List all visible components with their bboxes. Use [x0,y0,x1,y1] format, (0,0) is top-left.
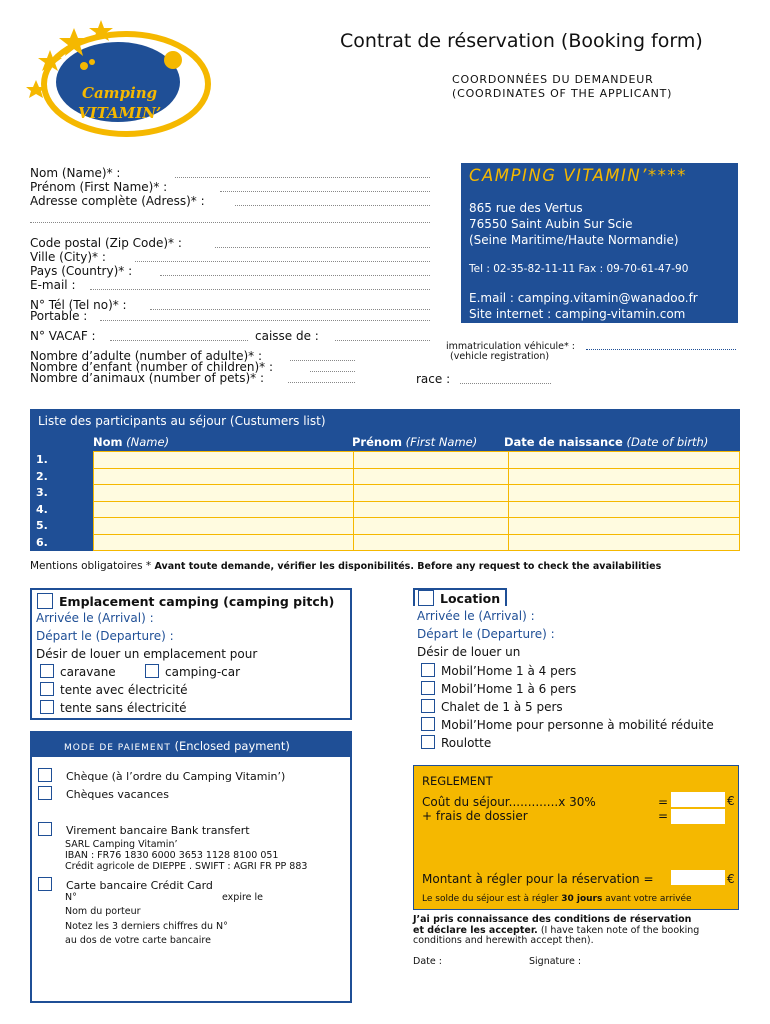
camping-info-box [461,163,738,323]
name-cell[interactable] [94,518,354,535]
col-firstname-fr: Prénom [352,435,402,449]
rental-departure[interactable]: Départ le (Departure) : [417,627,555,641]
col-name-fr: Nom [93,435,123,449]
address-line2[interactable] [30,212,430,225]
table-row [30,468,740,485]
pitch-desire: Désir de louer un emplacement pour [36,647,258,661]
row-number: 6. [36,535,48,549]
rental-option-checkbox[interactable] [421,699,435,713]
col-dob-en: (Date of birth) [626,435,709,449]
cost-euro: € [727,794,735,808]
dob-cell[interactable] [509,485,740,502]
signature-field[interactable]: Signature : [529,956,582,967]
vacances-label: Chèques vacances [66,788,169,801]
firstname-cell[interactable] [354,452,509,469]
camping-name: CAMPING VITAMIN’**** [469,166,687,185]
card-note-1: Notez les 3 derniers chiffres du N° [65,921,228,932]
rental-option[interactable] [421,734,714,752]
card-number[interactable]: N° [65,892,77,903]
col-header-dob [504,435,708,449]
vacaf-field[interactable] [30,330,248,343]
bank-details [65,839,307,872]
name-cell[interactable] [94,452,354,469]
camping-address [469,200,679,248]
dob-cell[interactable] [509,468,740,485]
pitch-title: Emplacement camping (camping pitch) [59,594,335,609]
camping-phone: Tel : 02-35-82-11-11 Fax : 09-70-61-47-90 [469,263,689,275]
rental-arrival[interactable]: Arrivée le (Arrival) : [417,609,535,623]
participants-section [30,409,740,551]
conditions-statement [413,915,699,947]
zip-field[interactable] [30,237,430,250]
payment-title-en: (Enclosed payment) [174,739,290,753]
row-number: 5. [36,519,48,533]
card-expiry[interactable]: expire le [222,892,264,903]
rental-checkbox[interactable] [418,590,434,606]
conditions-bold-1: J’ai pris connaissance des conditions de réservation [413,914,692,925]
row-number: 2. [36,469,48,483]
applicant-heading-en: (COORDINATES OF THE APPLICANT) [452,87,673,100]
city-label: Ville (City)* : [30,250,106,264]
name-cell[interactable] [94,501,354,518]
adults-label: Nombre d’adulte (number of adulte)* : [30,349,262,363]
col-header-name [93,435,169,449]
cost-input[interactable] [671,792,725,807]
camping-website[interactable]: Site internet : camping-vitamin.com [469,307,686,321]
rental-title-row[interactable] [418,590,500,606]
opt-caravane[interactable] [40,664,116,679]
col-firstname-en: (First Name) [405,435,478,449]
virement-checkbox[interactable] [38,822,52,836]
fees-label: + frais de dossier [422,809,528,823]
col-name-en: (Name) [126,435,170,449]
dob-cell[interactable] [509,518,740,535]
bank-swift: Crédit agricole de DIEPPE . SWIFT : AGRI FR PP 883 [65,861,308,872]
vacaf-label: N° VACAF : [30,329,96,343]
virement-label: Virement bancaire Bank transfert [66,824,250,837]
rental-option-label: Mobil’Home 1 à 6 pers [441,682,577,696]
rental-options [421,662,714,752]
cheque-label: Chèque (à l’ordre du Camping Vitamin’) [66,770,286,783]
country-label: Pays (Country)* : [30,264,133,278]
reglement-box [413,765,739,910]
tent-noelec-label: tente sans électricité [60,701,187,715]
pay-card[interactable] [38,877,213,892]
children-label: Nombre d’enfant (number of children)* : [30,360,274,374]
vehicle-label-en: (vehicle registration) [450,351,550,362]
firstname-cell[interactable] [354,468,509,485]
payment-box [30,731,352,1003]
dob-cell[interactable] [509,534,740,551]
cost-eq: = [658,795,669,809]
pay-virement[interactable] [38,822,250,837]
rental-option-label: Roulotte [441,736,492,750]
race-label: race : [416,372,451,386]
mentions-warning: Avant toute demande, vérifier les disponibilités. Before any request to check the availabilities [154,561,662,572]
card-label: Carte bancaire Crédit Card [66,879,213,892]
address-city: 76550 Saint Aubin Sur Scie [469,217,633,231]
applicant-heading-fr: COORDONNÉES DU DEMANDEUR [452,73,654,86]
rental-desire: Désir de louer un [417,645,521,659]
pitch-arrival[interactable]: Arrivée le (Arrival) : [36,611,154,625]
col-header-firstname [352,435,477,449]
firstname-cell[interactable] [354,534,509,551]
reglement-title: REGLEMENT [422,774,493,788]
applicant-heading [452,73,672,101]
firstname-cell[interactable] [354,501,509,518]
bank-owner: SARL Camping Vitamin’ [65,839,178,850]
opt-camping-car[interactable] [145,664,240,679]
camping-email[interactable]: E.mail : camping.vitamin@wanadoo.fr [469,291,698,305]
camping-logo [26,18,216,138]
caisse-field[interactable] [255,330,430,343]
conditions-en: (I have taken note of the booking [540,924,700,936]
table-row [30,452,740,469]
amount-euro: € [727,872,735,886]
tent-noelec-checkbox[interactable] [40,700,54,714]
table-row [30,534,740,551]
tel-label: N° Tél (Tel no)* : [30,298,127,312]
mentions-lead: Mentions obligatoires * [30,560,152,572]
fees-eq: = [658,809,669,823]
country-field[interactable] [30,265,430,278]
note-pre: Le solde du séjour est à régler [422,894,559,904]
row-number: 1. [36,453,48,467]
card-note-2: au dos de votre carte bancaire [65,935,211,946]
tent-elec-checkbox[interactable] [40,682,54,696]
caravane-checkbox[interactable] [40,664,54,678]
opt-tent-noelec[interactable] [40,700,187,715]
vehicle-label: immatriculation véhicule* : [446,341,575,352]
row-number: 4. [36,502,48,516]
name-cell[interactable] [94,485,354,502]
address-label: Adresse complète (Adress)* : [30,194,205,208]
camping-car-label: camping-car [165,665,241,679]
name-cell[interactable] [94,534,354,551]
rental-option-checkbox[interactable] [421,663,435,677]
rental-title: Location [440,591,501,606]
name-field[interactable] [30,167,430,180]
dob-cell[interactable] [509,452,740,469]
rental-box [413,588,736,748]
cheque-checkbox[interactable] [38,768,52,782]
amount-label: Montant à régler pour la réservation = [422,872,654,886]
rental-option-checkbox[interactable] [421,735,435,749]
pitch-checkbox[interactable] [37,593,53,609]
opt-tent-elec[interactable] [40,682,188,697]
email-field[interactable] [30,279,430,292]
race-field[interactable] [416,373,551,386]
rental-option-checkbox[interactable] [421,717,435,731]
date-field[interactable]: Date : [413,956,442,967]
participants-table [30,451,740,551]
table-row [30,518,740,535]
rental-option-label: Mobil’Home 1 à 4 pers [441,664,577,678]
rental-option[interactable] [421,716,714,734]
pitch-departure[interactable]: Départ le (Departure) : [36,629,174,643]
pay-vacances[interactable] [38,786,169,801]
row-number: 3. [36,486,48,500]
address-street: 865 rue des Vertus [469,201,583,215]
cost-label: Coût du séjour.............x 30% [422,795,596,809]
conditions-bold-2: et déclare les accepter. [413,924,538,936]
mandatory-mentions [30,560,661,572]
card-holder[interactable]: Nom du porteur [65,906,141,917]
mobile-label: Portable : [30,309,88,323]
payment-header [32,733,350,757]
name-label: Nom (Name)* : [30,166,121,180]
bank-iban: IBAN : FR76 1830 6000 3653 1128 8100 051 [65,850,279,861]
pets-field[interactable] [30,372,355,385]
logo-text-camping: Camping [82,84,158,102]
caravane-label: caravane [60,665,116,679]
note-days: 30 jours [561,894,603,904]
camping-car-checkbox[interactable] [145,664,159,678]
rental-option-label: Mobil’Home pour personne à mobilité réduite [441,718,714,732]
mobile-field[interactable] [30,310,430,323]
rental-option-label: Chalet de 1 à 5 pers [441,700,563,714]
caisse-label: caisse de : [255,329,319,343]
page-title: Contrat de réservation (Booking form) [340,30,703,52]
address-region: (Seine Maritime/Haute Normandie) [469,233,679,247]
firstname-cell[interactable] [354,518,509,535]
pitch-title-row[interactable] [37,593,334,609]
fees-input[interactable] [671,809,725,824]
card-note [65,920,228,948]
email-label: E-mail : [30,278,76,292]
city-field[interactable] [30,251,430,264]
rental-option[interactable] [421,680,714,698]
payment-title-caps: MODE DE PAIEMENT [64,743,171,753]
card-checkbox[interactable] [38,877,52,891]
firstname-cell[interactable] [354,485,509,502]
col-dob-fr: Date de naissance [504,435,623,449]
table-row [30,485,740,502]
vehicle-field[interactable] [446,340,736,351]
address-field[interactable] [30,195,430,208]
conditions-en-2: conditions and herewith accept then). [413,935,594,946]
amount-input[interactable] [671,870,725,885]
pets-label: Nombre d’animaux (number of pets)* : [30,371,264,385]
tent-elec-label: tente avec électricité [60,683,188,697]
vacances-checkbox[interactable] [38,786,52,800]
name-cell[interactable] [94,468,354,485]
logo-text-vitamin: VITAMIN’ [78,104,162,122]
table-row [30,501,740,518]
firstname-label: Prénom (First Name)* : [30,180,168,194]
rental-option[interactable] [421,662,714,680]
pay-cheque[interactable] [38,768,285,783]
pitch-box [30,588,352,720]
rental-option-checkbox[interactable] [421,681,435,695]
participants-header: Liste des participants au séjour (Custumers list) [38,414,326,428]
zip-label: Code postal (Zip Code)* : [30,236,182,250]
dob-cell[interactable] [509,501,740,518]
payment-title [64,739,290,753]
rental-option[interactable] [421,698,714,716]
reglement-note [422,894,692,904]
firstname-field[interactable] [30,181,430,194]
note-post: avant votre arrivée [605,894,692,904]
